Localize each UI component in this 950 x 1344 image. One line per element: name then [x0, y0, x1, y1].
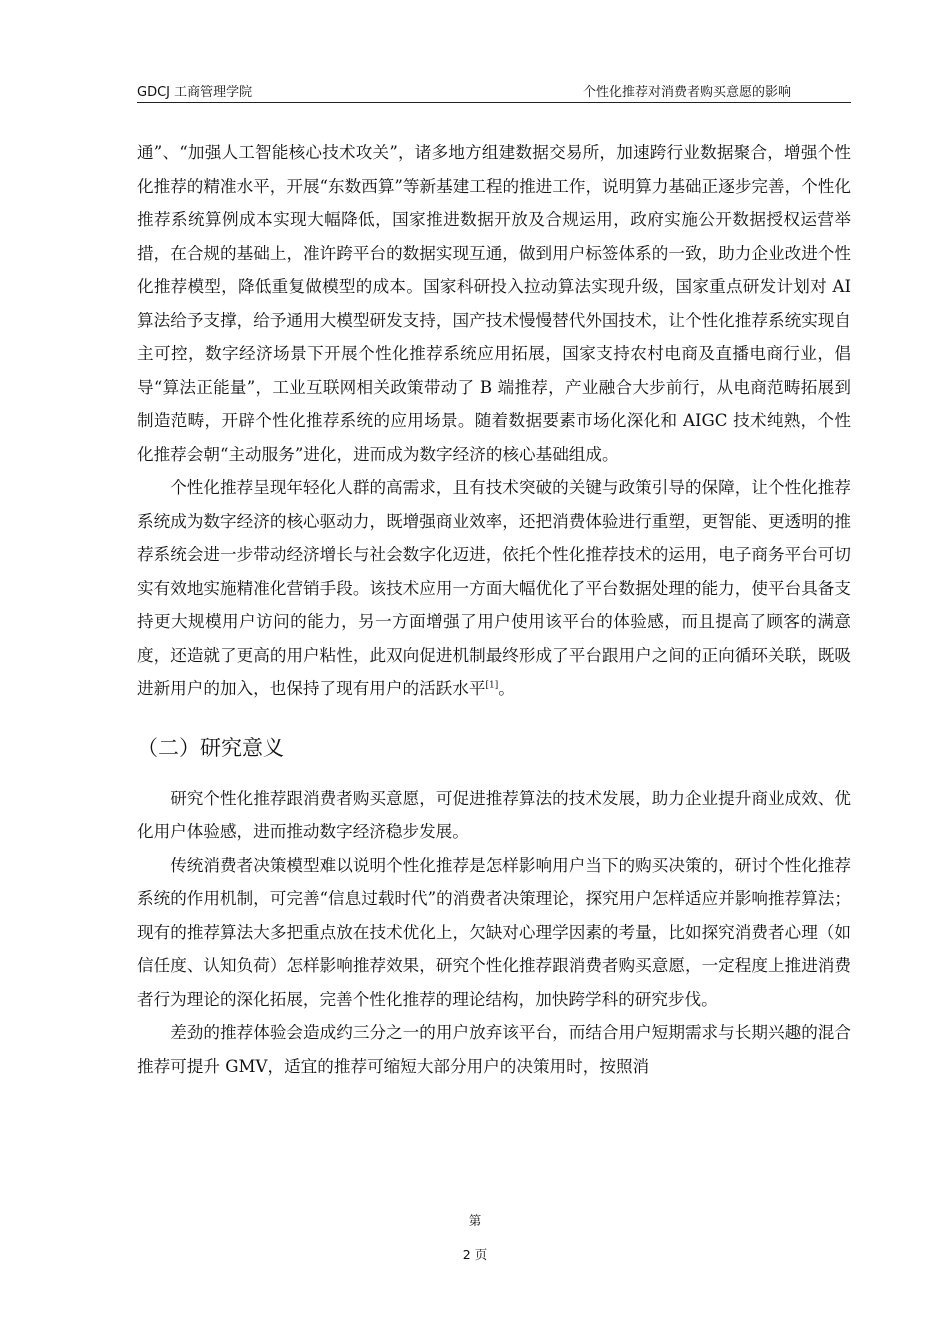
page-number: 2 页 [462, 1247, 488, 1262]
citation-ref: [1] [485, 680, 499, 691]
header-thesis-title: 个性化推荐对消费者购买意愿的影响 [582, 85, 791, 100]
page-body [137, 136, 851, 1083]
paragraph-practical-significance: 差劲的推荐体验会造成约三分之一的用户放弃该平台，而结合用户短期需求与长期兴趣的混合推荐可提升 GMV，适宜的推荐可缩短大部分用户的决策用时，按照消 [137, 1023, 851, 1076]
paragraph-policy-continuation: 通”、“加强人工智能核心技术攻关”，诸多地方组建数据交易所，加速跨行业数据聚合，增强个性化推荐的精准水平，开展“东数西算”等新基建工程的推进工作，说明算力基础正逐步完善，个性化推荐系统算例成本实现大幅降低，国家推进数据开放及合规运用，政府实施公开数据授权运营举措，在合规的基础上，准许跨平台的数据实现互通，做到用户标签体系的一致，助力企业改进个性化推荐模型，降低重复做模型的成本。国家科研投入拉动算法实现升级，国家重点研发计划对 AI 算法给予支撑，给予通用大模型研发支持，国产技术慢慢替代外国技术，让个性化推荐系统实现自主可控，数字经济场景下开展个性化推荐系统应用拓展，国家支持农村电商及直播电商行业，倡导“算法正能量”，工业互联网相关政策带动了 B 端推荐，产业融合大步前行，从电商范畴拓展到制造范畴，开辟个性化推荐系统的应用场景。随着数据要素市场化深化和 AIGC 技术纯熟，个性化推荐会朝“主动服务”进化，进而成为数字经济的核心基础组成。 [137, 143, 851, 464]
paragraph-text: 个性化推荐呈现年轻化人群的高需求，且有技术突破的关键与政策引导的保障，让个性化推荐系统成为数字经济的核心驱动力，既增强商业效率，还把消费体验进行重塑，更智能、更透明的推荐系统会进一步带动经济增长与社会数字化迈进，依托个性化推荐技术的运用，电子商务平台可切实有效地实施精准化营销手段。该技术应用一方面大幅优化了平台数据处理的能力，使平台具备支持更大规模用户访问的能力，另一方面增强了用户使用该平台的体验感，而且提高了顾客的满意度，还造就了更高的用户粘性，此双向促进机制最终形成了平台跟用户之间的正向循环关联，既吸进新用户的加入，也保持了现有用户的活跃水平 [137, 478, 851, 698]
section-heading: （二）研究意义 [137, 735, 284, 760]
paragraph-significance-intro: 研究个性化推荐跟消费者购买意愿，可促进推荐算法的技术发展，助力企业提升商业成效、优化用户体验感，进而推动数字经济稳步发展。 [137, 788, 851, 841]
paragraph-demand-summary [137, 471, 851, 706]
page-header [137, 78, 851, 103]
paragraph-theoretical-significance: 传统消费者决策模型难以说明个性化推荐是怎样影响用户当下的购买决策的，研讨个性化推荐系统的作用机制，可完善“信息过载时代”的消费者决策理论，探究用户怎样适应并影响推荐算法；现有的推荐算法大多把重点放在技术优化上，欠缺对心理学因素的考量，比如探究消费者心理（如信任度、认知负荷）怎样影响推荐效果，研究个性化推荐跟消费者购买意愿，一定程度上推进消费者行为理论的深化拓展，完善个性化推荐的理论结构，加快跨学科的研究步伐。 [137, 855, 851, 1009]
paragraph-tail: 。 [498, 679, 515, 698]
page-number-label: 第 [468, 1213, 482, 1228]
header-institution: GDCJ 工商管理学院 [137, 85, 253, 100]
